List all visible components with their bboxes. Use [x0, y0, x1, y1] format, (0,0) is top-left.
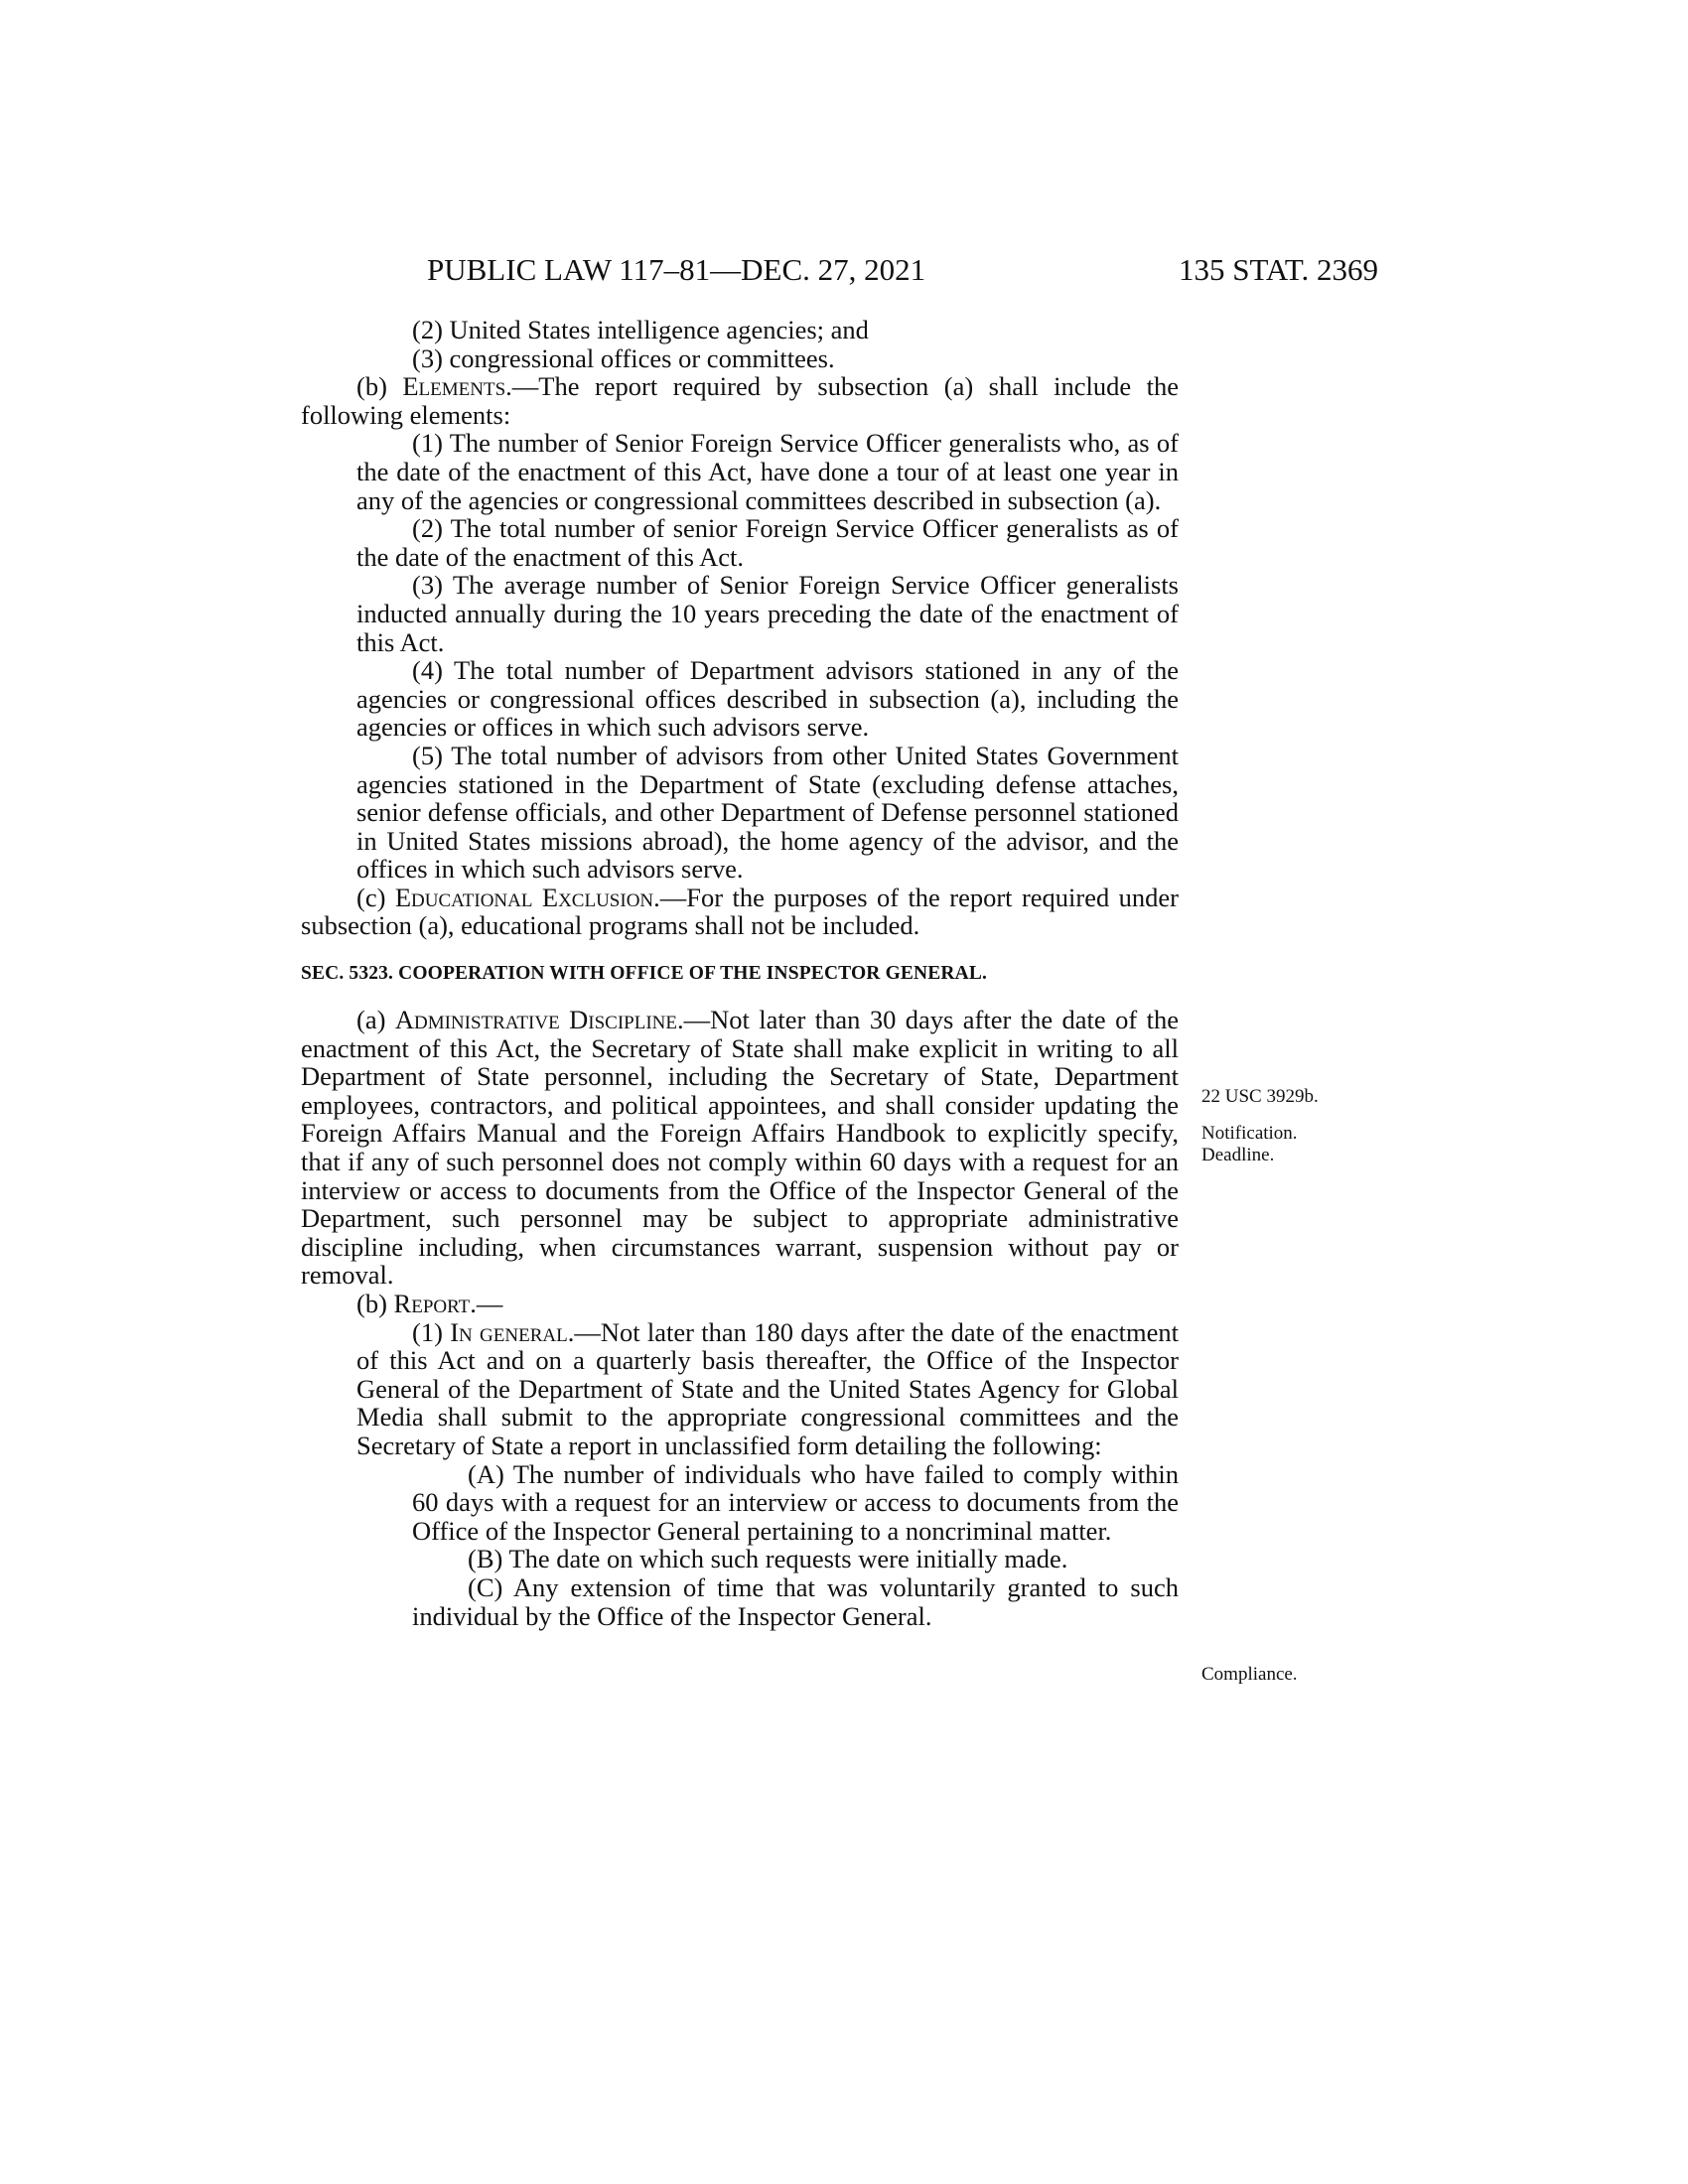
- body-text: [301, 316, 1179, 1630]
- page-header: [427, 250, 1378, 290]
- section-paragraph-b1: [301, 1318, 1179, 1460]
- paragraph-b-label: (b): [356, 371, 403, 402]
- paragraph-c-educational-exclusion: [301, 884, 1179, 940]
- paragraph-b-text: .—The report required by subsection (a) shall include the following elements:: [301, 371, 1180, 430]
- paragraph-b-heading: Elements: [402, 371, 506, 402]
- header-stat-page: 135 STAT. 2369: [1178, 252, 1378, 287]
- margin-note-notification: Notification.: [1201, 1123, 1298, 1144]
- section-a-text: .—Not later than 30 days after the date of the enactment of this Act, the Secretary of State shall make explicit in writing to all Department of State personnel, including the Secretary of State, Department employees, contractors, and political appointees, and shall consider updating the Foreign Affairs Manual and the Foreign Affairs Handbook to explicitly specify, that if any of such personnel does not comply within 60 days with a request for an interview or access to documents from the Office of the Inspector General of the Department, such personnel may be subject to appropriate administrative discipline including, when circumstances warrant, suspension without pay or removal.: [301, 1005, 1179, 1291]
- paragraph-b-elements: [301, 372, 1179, 429]
- margin-note-deadline: Deadline.: [1201, 1145, 1275, 1165]
- section-a-label: (a): [356, 1005, 395, 1035]
- paragraph-b5: (5) The total number of advisors from other United States Government agencies stationed in the Department of State (excluding defense attaches, senior defense officials, and other Department of Defense personnel stationed in United States missions abroad), the home agency of the advisor, and the offices in which such advisors serve.: [356, 740, 1179, 885]
- section-heading: SEC. 5323. COOPERATION WITH OFFICE OF THE INSPECTOR GENERAL.: [301, 963, 988, 985]
- header-law-citation: PUBLIC LAW 117–81—DEC. 27, 2021: [427, 252, 926, 287]
- paragraph-b3: (3) The average number of Senior Foreign Service Officer generalists inducted annually during the 10 years preceding the date of the enactment of this Act.: [356, 570, 1179, 657]
- section-paragraph-b: [301, 1290, 1179, 1318]
- margin-note-usc: 22 USC 3929b.: [1201, 1086, 1319, 1107]
- paragraph-b1: (1) The number of Senior Foreign Service Officer generalists who, as of the date of the enactment of this Act, have done a tour of at least one year in any of the agencies or congressional committees described in subsection (a).: [356, 428, 1179, 515]
- section-b1-heading: In general: [450, 1316, 568, 1347]
- section-b-label: (b): [356, 1289, 394, 1318]
- paragraph-a2: (2) United States intelligence agencies; and: [412, 315, 869, 344]
- section-b-text: .—: [470, 1289, 503, 1318]
- section-paragraph-B: (B) The date on which such requests were initially made.: [468, 1544, 1068, 1574]
- paragraph-c-label: (c): [356, 882, 395, 912]
- section-paragraph-a: [301, 1006, 1179, 1290]
- paragraph-b4: (4) The total number of Department advisors stationed in any of the agencies or congressional offices described in subsection (a), including the agencies or offices in which such advisors serve.: [356, 655, 1179, 743]
- paragraph-b2: (2) The total number of senior Foreign Service Officer generalists as of the date of the enactment of this Act.: [356, 513, 1179, 572]
- margin-note-compliance: Compliance.: [1201, 1664, 1298, 1685]
- section-b1-label: (1): [412, 1316, 451, 1347]
- section-b-heading: Report: [393, 1289, 471, 1318]
- section-paragraph-A: (A) The number of individuals who have failed to comply within 60 days with a request for an interview or access to documents from the Office of the Inspector General pertaining to a noncriminal matter.: [412, 1458, 1179, 1546]
- paragraph-c-text: .—For the purposes of the report required under subsection (a), educational programs shall not be included.: [301, 882, 1179, 941]
- section-paragraph-C: (C) Any extension of time that was voluntarily granted to such individual by the Office of the Inspector General.: [412, 1571, 1179, 1631]
- section-a-heading: Administrative Discipline: [394, 1005, 677, 1035]
- paragraph-a3: (3) congressional offices or committees.: [412, 342, 835, 373]
- section-b1-text: .—Not later than 180 days after the date of the enactment of this Act and on a quarterly basis thereafter, the Office of the Inspector General of the Department of State and the United States Agency for Global Media shall submit to the appropriate congressional committees and the Secretary of State a report in unclassified form detailing the following:: [356, 1316, 1180, 1460]
- paragraph-c-heading: Educational Exclusion: [394, 882, 654, 912]
